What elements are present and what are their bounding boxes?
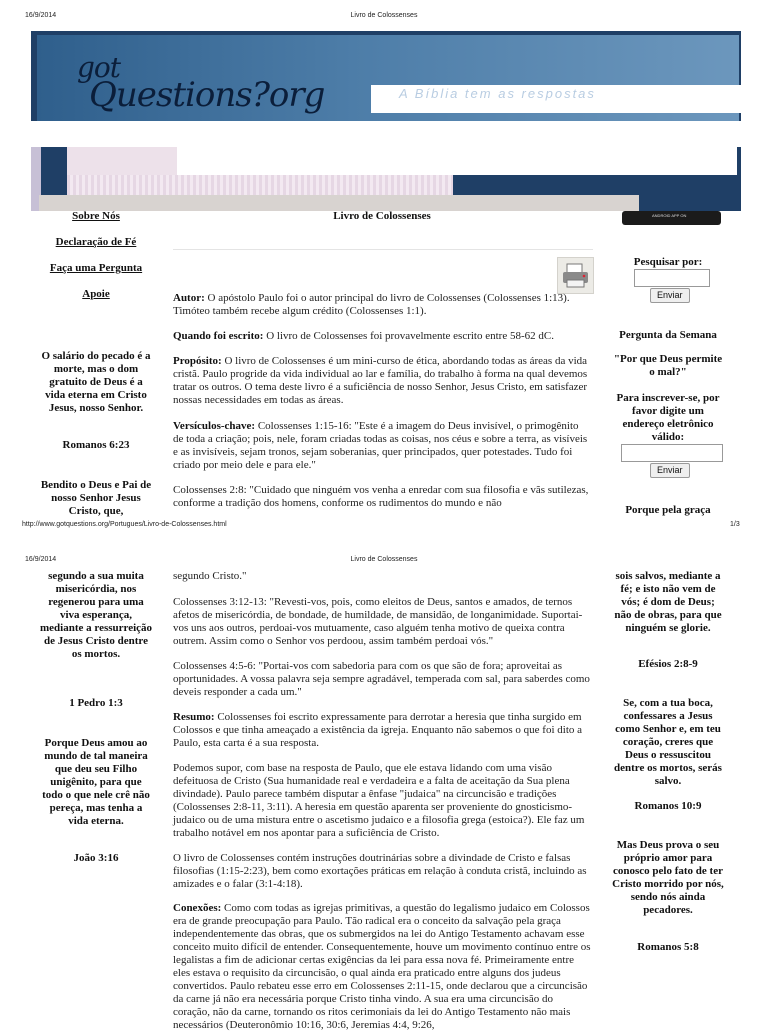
right-verse-2-ref: Romanos 10:9 — [634, 800, 702, 812]
subscribe-button[interactable]: Enviar — [650, 463, 690, 478]
nav-faca-uma-pergunta[interactable]: Faça uma Pergunta — [49, 262, 143, 274]
left-verse-2-part1: Bendito o Deus e Pai de nosso Senhor Jesus Cristo, que, — [40, 479, 152, 517]
logo-got: got — [77, 51, 121, 84]
banner-pattern-top — [67, 147, 177, 175]
title-divider — [173, 249, 593, 250]
left-verse-3-ref: João 3:16 — [73, 852, 119, 864]
article-col45: Colossenses 4:5-6: "Portai-vos com sabedoria para com os que são de fora; aproveitai as oportunidades. A vossa palavra seja sempre agradável, temperada com sal, para saberdes como deveis responder a cada um." — [173, 660, 590, 698]
search-button[interactable]: Enviar — [650, 288, 690, 303]
resumo-label: Resumo: — [173, 711, 215, 723]
banner-logo-area[interactable] — [37, 35, 739, 121]
nav-sobre-nos[interactable]: Sobre Nós — [72, 210, 120, 222]
right-verse-3: Mas Deus prova o seu próprio amor para conosco pelo fato de ter Cristo morrido por nós, sendo nós ainda pecadores. — [612, 839, 724, 916]
article-quando — [173, 330, 591, 343]
conexoes-text: Como com todas as igrejas primitivas, a questão do legalismo judaico em Colossos era de grande preocupação para Paulo. Tão radical era o conceito da salvação pela graça independentemente das obras, que os submergidos na lei do Antigo Testamento achavam esse conceito muito difícil de entender. Consequentemente, houve um movimento contínuo entre os legalistas a fim de adicionar certas exigências da lei para essa nova fé. Primeiramente entre eles estava o requisito da circuncisão, o qual ainda era praticado entre alguns dos judeus convertidos. Paulo rebateu esse erro em Colossenses 2:11-15, onde declarou que a circuncisão da carne já não era necessária porque Cristo tinha vindo. A sua era uma circuncisão do coração, não da carne, tornando os ritos cerimoniais da lei do Antigo Testamento não mais necessários (Deuteronômio 10:16, 30:6, Jeremias 4:4, 9:26, — [173, 902, 591, 1031]
email-field[interactable] — [621, 444, 723, 462]
autor-label: Autor: — [173, 292, 205, 304]
search-label: Pesquisar por: — [633, 256, 703, 268]
proposito-label: Propósito: — [173, 355, 222, 367]
printer-icon[interactable] — [557, 257, 594, 294]
tagline-text: A Bíblia tem as respostas — [399, 86, 596, 101]
right-verse-1-part1: Porque pela graça — [625, 504, 711, 516]
print-title-2: Livro de Colossenses — [350, 556, 418, 563]
left-verse-2-ref: 1 Pedro 1:3 — [69, 697, 123, 709]
nav-apoie[interactable]: Apoie — [82, 288, 110, 300]
quando-text: O livro de Colossenses foi provavelmente escrito entre 58-62 dC. — [263, 330, 554, 342]
right-verse-2: Se, com a tua boca, confessares a Jesus como Senhor e, em teu coração, creres que Deus o ressuscitou dentre os mortos, serás salvo. — [614, 697, 722, 787]
proposito-text: O livro de Colossenses é um mini-curso de ética, abordando todas as áreas da vida cristã. Paulo progride da vida individual ao lar e família, do trabalho à forma na qual devemos tratar os outros. O tema deste livro é a suficiência de nosso Senhor, Jesus Cristo, em satisfazer nossas necessidades em todas as áreas. — [173, 355, 588, 406]
article-conexoes — [173, 902, 591, 1032]
question-heading: Pergunta da Semana — [619, 329, 717, 341]
nav-declaracao-de-fe[interactable]: Declaração de Fé — [55, 236, 137, 248]
article-col28-part1: Colossenses 2:8: "Cuidado que ninguém vos venha a enredar com sua filosofia e vãs sutilezas, conforme a tradição dos homens, conforme os rudimentos do mundo e não — [173, 484, 589, 509]
left-verse-1: O salário do pecado é a morte, mas o dom gratuito de Deus é a vida eterna em Cristo Jesus, nosso Senhor. — [41, 350, 151, 414]
question-of-week[interactable]: "Por que Deus permite o mal?" — [613, 353, 723, 378]
page-break — [0, 530, 768, 550]
article-proposito — [173, 355, 591, 407]
print-title: Livro de Colossenses — [350, 12, 418, 19]
left-verse-2-part2: segundo a sua muita misericórdia, nos regenerou para uma viva esperança, mediante a ressurreição de Jesus Cristo dentre os mortos. — [40, 570, 153, 660]
tagline-box — [371, 85, 743, 113]
autor-text: O apóstolo Paulo foi o autor principal do livro de Colossenses (Colossenses 1:13). Timóteo também recebe algum crédito (Colossenses 1:1). — [173, 292, 570, 317]
article-livro: O livro de Colossenses contém instruções doutrinárias sobre a divindade de Cristo e falsas filosofias (1:15-2:23), bem como exortações práticas em relação à conduta cristã, incluindo as amizades e o falar (3:1-4:18). — [173, 852, 587, 890]
versiculos-text: Colossenses 1:15-16: "Este é a imagem do Deus invisível, o primogênito de toda a criação; pois, nele, foram criadas todas as coisas, nos céus e sobre a terra, as visíveis e as invisíveis, sejam tronos, sejam soberanias, quer principados, quer potestades. Tudo foi criado por meio dele e para ele." — [173, 420, 588, 471]
article-autor — [173, 292, 591, 318]
android-app-badge-text: ANDROID APP ON — [652, 213, 687, 218]
logo-questions: Questions?org — [89, 75, 325, 115]
site-banner — [31, 31, 741, 211]
search-input[interactable] — [634, 269, 710, 287]
conexoes-label: Conexões: — [173, 902, 222, 914]
banner-strip — [31, 121, 741, 147]
article-col28-part2: segundo Cristo." — [173, 570, 247, 582]
print-date: 16/9/2014 — [25, 12, 57, 19]
banner-strip-white — [177, 147, 737, 175]
right-verse-1-ref: Efésios 2:8-9 — [638, 658, 698, 670]
quando-label: Quando foi escrito: — [173, 330, 264, 342]
resumo-text: Colossenses foi escrito expressamente para derrotar a heresia que tinha surgido em Colossos e que tinha ameaçado a existência da igreja. Enquanto não sabemos o que foi dito a Paulo, esta carta é a sua resposta. — [173, 711, 583, 749]
right-verse-1-part2: sois salvos, mediante a fé; e isto não vem de vós; é dom de Deus; não de obras, para que ninguém se glorie. — [614, 570, 722, 634]
article-versiculos — [173, 420, 591, 472]
subscribe-text: Para inscrever-se, por favor digite um endereço eletrônico válido: — [616, 392, 720, 443]
footer-page-number: 1/3 — [730, 521, 740, 528]
left-verse-3: Porque Deus amou ao mundo de tal maneira que deu seu Filho unigênito, para que todo o que nele crê não pereça, mas tenha a vida eterna. — [42, 737, 150, 827]
right-verse-3-ref: Romanos 5:8 — [637, 941, 699, 953]
android-app-badge[interactable] — [622, 211, 721, 225]
article-resumo — [173, 711, 591, 750]
page-title: Livro de Colossenses — [333, 210, 431, 222]
left-verse-1-ref: Romanos 6:23 — [62, 439, 130, 451]
article-podemos: Podemos supor, com base na resposta de Paulo, que ele estava lidando com uma visão defeituosa de Cristo (Sua humanidade real e verdadeira e a falta de aceitação da Sua plena divindade). Paulo parece também disputar a ênfase "judaica" na circuncisão e tradições (Colossenses 2:8-11, 3:11). A heresia em questão aparenta ser proveniente do gnosticismo-judaico ou de uma mistura entre o ascetismo judaico e a filosofia grega (estoica?). Ele faz um trabalho notável em nos apontar para a suficiência de Cristo. — [173, 762, 585, 839]
footer-url[interactable]: http://www.gotquestions.org/Portugues/Livro-de-Colossenses.html — [22, 521, 227, 528]
article-col312: Colossenses 3:12-13: "Revesti-vos, pois, como eleitos de Deus, santos e amados, de ternos afetos de misericórdia, de bondade, de humildade, de mansidão, de longanimidade. Suportai-vos uns aos outros, perdoai-vos mutuamente, caso alguém tenha motivo de queixa contra outrem. Assim como o Senhor vos perdoou, assim também perdoai vós." — [173, 596, 583, 647]
print-date-2: 16/9/2014 — [25, 556, 57, 563]
banner-grey-bar — [39, 195, 639, 211]
versiculos-label: Versículos-chave: — [173, 420, 256, 432]
